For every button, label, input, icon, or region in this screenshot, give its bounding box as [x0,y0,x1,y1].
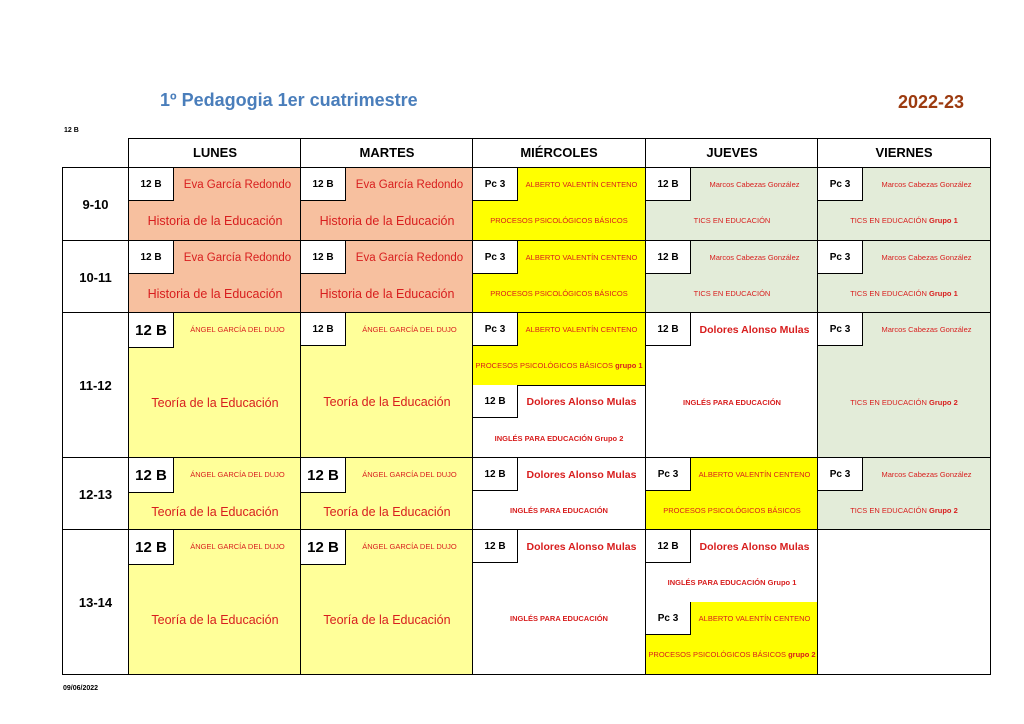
time-slot: 13-14 [62,529,129,675]
subject-name: TICS EN EDUCACIÓN [693,216,771,225]
subject-name [646,563,818,602]
subject-text: PROCESOS PSICOLÓGICOS BÁSICOS [475,361,613,370]
room-box: Pc 3 [473,168,518,201]
subject-name: Teoría de la Educación [323,612,451,627]
class-block [128,457,302,531]
class-block [128,529,302,675]
subject-name [473,418,645,458]
class-block [817,167,991,241]
class-block [300,529,474,675]
teacher-name: Marcos Cabezas González [709,253,800,262]
subject-name: INGLÉS PARA EDUCACIÓN [510,614,608,623]
group-label: grupo 1 [615,361,643,370]
teacher-name: ALBERTO VALENTÍN CENTENO [525,180,638,189]
group-label: Grupo 2 [929,506,958,515]
teacher-name: Eva García Redondo [355,178,464,191]
group-tag: 12 B [64,127,79,134]
day-header: JUEVES [645,138,819,168]
class-block [472,167,646,241]
room-box: 12 B [473,385,518,418]
academic-year: 2022-23 [897,92,964,112]
teacher-name: Eva García Redondo [355,251,464,264]
empty-slot [817,529,991,675]
room-box: 12 B [473,458,518,491]
class-block [645,167,819,241]
class-block [128,240,302,314]
teacher-name: Dolores Alonso Mulas [699,540,810,553]
subject-name: Teoría de la Educación [323,504,451,519]
subject-name: Teoría de la Educación [151,612,279,627]
class-block [472,312,646,459]
subject-name: Teoría de la Educación [151,504,279,519]
teacher-name: ÁNGEL GARCÍA DEL DUJO [190,470,285,479]
class-block [128,167,302,241]
teacher-name: Dolores Alonso Mulas [526,468,637,481]
subject-name [818,274,990,313]
day-header: MARTES [300,138,474,168]
class-block [472,457,646,531]
room-box: 12 B [301,313,346,346]
sub-block [473,313,645,386]
room-box: 12 B [301,241,346,274]
class-block [300,457,474,531]
room-box: 12 B [473,530,518,563]
room-box: Pc 3 [473,241,518,274]
subject-name: INGLÉS PARA EDUCACIÓN [683,397,781,407]
time-slot: 12-13 [62,457,129,531]
teacher-name: ALBERTO VALENTÍN CENTENO [698,614,811,623]
room-box: Pc 3 [818,313,863,346]
class-block [817,312,991,459]
subject-name [818,346,990,458]
time-slot: 11-12 [62,312,129,459]
class-block [817,457,991,531]
teacher-name: ALBERTO VALENTÍN CENTENO [525,253,638,262]
subject-name: TICS EN EDUCACIÓN [693,289,771,298]
subject-name: PROCESOS PSICOLÓGICOS BÁSICOS [490,216,628,225]
subject-name: PROCESOS PSICOLÓGICOS BÁSICOS [490,289,628,298]
group-label: grupo 2 [788,650,816,659]
subject-text: TICS EN EDUCACIÓN [850,216,927,225]
day-header: MIÉRCOLES [472,138,646,168]
class-block [645,457,819,531]
teacher-name: Eva García Redondo [183,178,292,191]
room-box: 12 B [301,458,346,493]
teacher-name: Marcos Cabezas González [881,470,972,479]
group-label: Grupo 1 [767,578,797,587]
teacher-name: ÁNGEL GARCÍA DEL DUJO [362,542,457,551]
day-header: VIERNES [817,138,991,168]
day-header: LUNES [128,138,302,168]
room-box: Pc 3 [818,241,863,274]
room-box: 12 B [646,313,691,346]
room-box: 12 B [129,313,174,348]
room-box: Pc 3 [818,168,863,201]
room-box: Pc 3 [818,458,863,491]
subject-name [818,491,990,530]
room-box: Pc 3 [646,458,691,491]
class-block [300,167,474,241]
subject-name [646,635,818,674]
corner-cell [62,138,129,168]
sub-block [646,602,818,674]
room-box: 12 B [646,241,691,274]
subject-text: TICS EN EDUCACIÓN [850,506,927,515]
teacher-name: Dolores Alonso Mulas [699,323,810,336]
room-box: Pc 3 [473,313,518,346]
class-block [472,240,646,314]
room-box: Pc 3 [646,602,691,635]
group-label: Grupo 1 [929,216,958,225]
class-block [817,240,991,314]
subject-text: INGLÉS PARA EDUCACIÓN [494,433,593,443]
teacher-name: ÁNGEL GARCÍA DEL DUJO [362,470,457,479]
subject-name: Teoría de la Educación [151,396,279,410]
teacher-name: Marcos Cabezas González [881,325,972,334]
teacher-name: ÁNGEL GARCÍA DEL DUJO [190,542,285,551]
room-box: 12 B [301,168,346,201]
room-box: 12 B [646,530,691,563]
subject-name: PROCESOS PSICOLÓGICOS BÁSICOS [663,506,801,515]
teacher-name: Marcos Cabezas González [881,180,972,189]
room-box: 12 B [129,241,174,274]
subject-name: Historia de la Educación [147,213,283,228]
time-slot: 9-10 [62,167,129,241]
teacher-name: ALBERTO VALENTÍN CENTENO [698,470,811,479]
teacher-name: ALBERTO VALENTÍN CENTENO [525,325,638,334]
group-label: Grupo 1 [929,289,958,298]
subject-name [818,201,990,240]
teacher-name: Marcos Cabezas González [709,180,800,189]
room-box: 12 B [646,168,691,201]
sub-block [646,530,818,603]
subject-name: Historia de la Educación [319,213,455,228]
subject-text: TICS EN EDUCACIÓN [850,397,927,407]
page-title: 1º Pedagogia 1er cuatrimestre [160,90,418,110]
room-box: 12 B [129,458,174,493]
sub-block [473,385,645,458]
class-block [645,240,819,314]
time-slot: 10-11 [62,240,129,314]
class-block [645,312,819,459]
teacher-name: Dolores Alonso Mulas [526,395,637,408]
teacher-name: Eva García Redondo [183,251,292,264]
room-box: 12 B [129,530,174,565]
timetable [62,138,991,675]
subject-name: Historia de la Educación [147,286,283,301]
footer-date: 09/06/2022 [63,685,99,692]
class-block [300,312,474,459]
class-block [128,312,302,459]
group-label: Grupo 2 [594,433,624,443]
class-block [300,240,474,314]
room-box: 12 B [129,168,174,201]
subject-text: INGLÉS PARA EDUCACIÓN [667,578,766,587]
class-block [472,529,646,675]
class-block [645,529,819,675]
subject-name: INGLÉS PARA EDUCACIÓN [510,506,608,515]
subject-text: TICS EN EDUCACIÓN [850,289,927,298]
group-label: Grupo 2 [929,397,958,407]
subject-name: Teoría de la Educación [323,395,451,409]
subject-text: PROCESOS PSICOLÓGICOS BÁSICOS [648,650,786,659]
teacher-name: Marcos Cabezas González [881,253,972,262]
teacher-name: ÁNGEL GARCÍA DEL DUJO [190,325,285,334]
room-box: 12 B [301,530,346,565]
subject-name: Historia de la Educación [319,286,455,301]
subject-name [473,346,645,385]
teacher-name: Dolores Alonso Mulas [526,540,637,553]
teacher-name: ÁNGEL GARCÍA DEL DUJO [362,325,457,334]
